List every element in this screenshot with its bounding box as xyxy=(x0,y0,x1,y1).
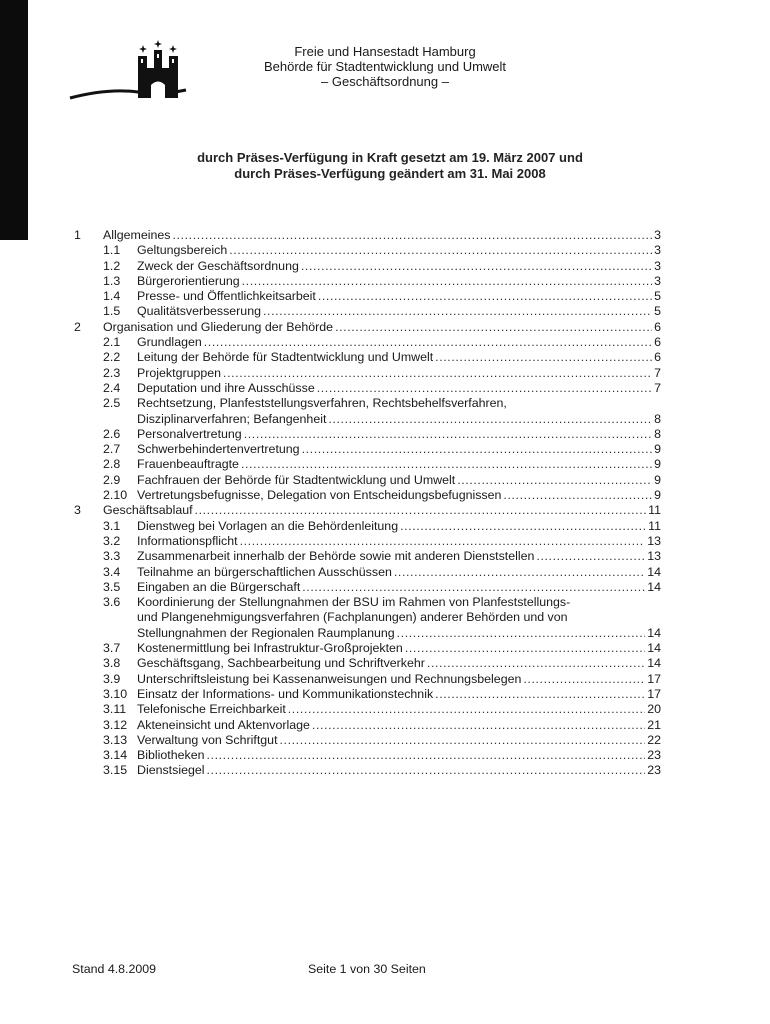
toc-title: Bürgerorientierung xyxy=(137,273,240,288)
validity-statement xyxy=(120,150,660,182)
toc-entry xyxy=(0,534,770,549)
toc-entry-body xyxy=(137,534,661,549)
toc-leader-dots xyxy=(223,366,652,381)
toc-number: 3.13 xyxy=(103,732,128,747)
toc-number: 2.1 xyxy=(103,335,121,350)
toc-leader-dots xyxy=(318,289,652,304)
toc-title-line xyxy=(137,641,661,656)
toc-title: Informationspflicht xyxy=(137,533,238,548)
toc-title: Stellungnahmen der Regionalen Raumplanung xyxy=(137,625,395,640)
toc-entry-body xyxy=(137,488,661,503)
toc-title-line xyxy=(137,534,661,549)
toc-entry xyxy=(0,733,770,748)
toc-leader-dots xyxy=(242,274,652,289)
toc-number: 2.6 xyxy=(103,426,121,441)
toc-page-number: 14 xyxy=(647,625,661,640)
toc-number: 3.8 xyxy=(103,656,121,671)
toc-entry-body xyxy=(137,243,661,258)
toc-entry-body xyxy=(137,381,661,396)
toc-title-line xyxy=(137,412,661,427)
toc-entry-body xyxy=(137,748,661,763)
toc-entry xyxy=(0,457,770,472)
toc-title-line xyxy=(137,381,661,396)
toc-page-number: 21 xyxy=(647,717,661,732)
toc-entry xyxy=(0,519,770,534)
toc-title: Presse- und Öffentlichkeitsarbeit xyxy=(137,289,316,304)
toc-title-line xyxy=(137,259,661,274)
toc-page-number: 3 xyxy=(654,243,661,258)
toc-entry-body xyxy=(103,228,661,243)
toc-entry-body xyxy=(137,595,661,641)
toc-entry-body xyxy=(137,335,661,350)
toc-page-number: 11 xyxy=(648,518,661,533)
toc-page-number: 22 xyxy=(647,732,661,747)
toc-leader-dots xyxy=(536,549,645,564)
toc-leader-dots xyxy=(317,381,652,396)
toc-entry xyxy=(0,304,770,319)
toc-title: Projektgruppen xyxy=(137,365,222,380)
toc-title: Zweck der Geschäftsordnung xyxy=(137,258,299,273)
toc-number: 2.9 xyxy=(103,472,121,487)
toc-leader-dots xyxy=(503,488,652,503)
toc-number: 3.6 xyxy=(103,595,121,610)
toc-title: Vertretungsbefugnisse, Delegation von Entscheidungsbefugnissen xyxy=(137,488,502,503)
toc-number: 2.5 xyxy=(103,396,121,411)
toc-title-line xyxy=(137,656,661,671)
toc-entry-body xyxy=(137,549,661,564)
toc-title: Akteneinsicht und Aktenvorlage xyxy=(137,717,310,732)
toc-title-line xyxy=(137,748,661,763)
toc-title: Organisation und Gliederung der Behörde xyxy=(103,319,334,334)
toc-title-line xyxy=(137,457,661,472)
toc-leader-dots xyxy=(435,350,652,365)
toc-title-line xyxy=(137,427,661,442)
toc-title: Fachfrauen der Behörde für Stadtentwicklung und Umwelt xyxy=(137,472,456,487)
toc-leader-dots xyxy=(405,641,645,656)
toc-leader-dots xyxy=(195,503,647,518)
toc-number: 3.3 xyxy=(103,549,121,564)
toc-title-line xyxy=(137,580,661,595)
toc-page-number: 3 xyxy=(654,228,661,242)
toc-title: Telefonische Erreichbarkeit xyxy=(137,702,286,717)
toc-title-line xyxy=(137,243,661,258)
toc-number: 1.1 xyxy=(103,243,121,258)
toc-leader-dots xyxy=(400,519,646,534)
toc-title-line xyxy=(137,626,661,641)
toc-title-line xyxy=(137,549,661,564)
toc-entry xyxy=(0,366,770,381)
toc-leader-dots xyxy=(229,243,652,258)
toc-entry-body xyxy=(137,259,661,274)
toc-title: Geschäftsablauf xyxy=(103,503,193,518)
toc-entry xyxy=(0,228,770,243)
toc-number: 3.9 xyxy=(103,671,121,686)
toc-page-number: 13 xyxy=(647,533,661,548)
toc-entry xyxy=(0,503,770,518)
toc-leader-dots xyxy=(397,626,646,641)
toc-leader-dots xyxy=(328,412,652,427)
toc-title: Geschäftsgang, Sachbearbeitung und Schriftverkehr xyxy=(137,656,425,671)
header-authority: Behörde für Stadtentwicklung und Umwelt xyxy=(263,59,507,74)
toc-entry-body xyxy=(137,427,661,442)
toc-entry xyxy=(0,396,770,427)
validity-line-2: durch Präses-Verfügung geändert am 31. Mai 2008 xyxy=(234,166,546,181)
toc-leader-dots xyxy=(335,320,652,335)
toc-entry-body xyxy=(137,641,661,656)
toc-entry xyxy=(0,259,770,274)
toc-entry-body xyxy=(137,580,661,595)
toc-entry xyxy=(0,274,770,289)
toc-number: 3.2 xyxy=(103,533,121,548)
toc-page-number: 3 xyxy=(654,258,661,273)
toc-page-number: 23 xyxy=(647,748,661,763)
toc-leader-dots xyxy=(288,702,645,717)
toc-title-line xyxy=(137,488,661,503)
header-city: Freie und Hansestadt Hamburg xyxy=(294,44,476,59)
toc-title-line xyxy=(137,366,661,381)
toc-leader-dots xyxy=(394,565,645,580)
toc-page-number: 23 xyxy=(647,763,661,778)
toc-entry xyxy=(0,473,770,488)
toc-title-line xyxy=(103,503,661,518)
toc-page-number: 3 xyxy=(654,273,661,288)
toc-title-line xyxy=(137,718,661,733)
toc-title: Schwerbehindertenvertretung xyxy=(137,442,300,457)
table-of-contents xyxy=(0,228,770,779)
toc-entry xyxy=(0,289,770,304)
toc-number: 3.7 xyxy=(103,641,121,656)
toc-page-number: 20 xyxy=(647,702,661,717)
toc-number: 3.12 xyxy=(103,717,128,732)
toc-entry-body xyxy=(137,350,661,365)
toc-title: Dienstsiegel xyxy=(137,763,205,778)
toc-title-line xyxy=(137,519,661,534)
toc-number: 3.4 xyxy=(103,564,121,579)
toc-entry-body xyxy=(137,396,661,427)
toc-entry-body xyxy=(137,366,661,381)
toc-number: 3.11 xyxy=(103,702,127,717)
toc-page-number: 17 xyxy=(647,686,661,701)
toc-title-line xyxy=(137,733,661,748)
toc-number: 1.3 xyxy=(103,273,121,288)
toc-title-line xyxy=(137,687,661,702)
toc-title-line: Rechtsetzung, Planfeststellungsverfahren, Rechtsbehelfsverfahren, xyxy=(137,396,507,411)
toc-entry-body xyxy=(137,274,661,289)
toc-entry-body xyxy=(137,702,661,717)
toc-title: Leitung der Behörde für Stadtentwicklung und Umwelt xyxy=(137,350,434,365)
toc-number: 1.2 xyxy=(103,258,121,273)
toc-title-line xyxy=(137,335,661,350)
toc-entry-body xyxy=(137,565,661,580)
toc-number: 2 xyxy=(74,319,81,334)
toc-entry xyxy=(0,381,770,396)
toc-entry xyxy=(0,320,770,335)
toc-entry-body xyxy=(137,656,661,671)
toc-entry-body xyxy=(137,718,661,733)
toc-leader-dots xyxy=(302,580,645,595)
toc-leader-dots xyxy=(302,442,653,457)
toc-number: 2.7 xyxy=(103,442,121,457)
toc-title-line xyxy=(137,473,661,488)
toc-title: Verwaltung von Schriftgut xyxy=(137,732,278,747)
toc-entry xyxy=(0,748,770,763)
toc-title: Grundlagen xyxy=(137,335,202,350)
toc-leader-dots xyxy=(244,427,652,442)
toc-page-number: 13 xyxy=(647,549,661,564)
toc-page-number: 9 xyxy=(654,472,661,487)
toc-title: Unterschriftsleistung bei Kassenanweisungen und Rechnungsbelegen xyxy=(137,671,522,686)
toc-number: 1.5 xyxy=(103,304,121,319)
toc-title-line xyxy=(137,565,661,580)
toc-page-number: 14 xyxy=(647,579,661,594)
toc-page-number: 8 xyxy=(654,426,661,441)
toc-number: 1.4 xyxy=(103,289,121,304)
toc-number: 2.2 xyxy=(103,350,121,365)
toc-leader-dots xyxy=(312,718,645,733)
toc-title: Disziplinarverfahren; Befangenheit xyxy=(137,411,327,426)
toc-page-number: 7 xyxy=(654,365,661,380)
toc-title: Personalvertretung xyxy=(137,426,242,441)
toc-title-line: Koordinierung der Stellungnahmen der BSU im Rahmen von Planfeststellungs- xyxy=(137,595,571,610)
toc-page-number: 6 xyxy=(654,350,661,365)
toc-leader-dots xyxy=(427,656,645,671)
toc-title-line xyxy=(137,304,661,319)
toc-title: Deputation und ihre Ausschüsse xyxy=(137,380,315,395)
toc-title-line xyxy=(137,350,661,365)
toc-title: Bibliotheken xyxy=(137,748,205,763)
toc-page-number: 17 xyxy=(647,671,661,686)
toc-page-number: 14 xyxy=(647,641,661,656)
toc-entry xyxy=(0,687,770,702)
validity-line-1: durch Präses-Verfügung in Kraft gesetzt am 19. März 2007 und xyxy=(197,150,583,165)
toc-leader-dots xyxy=(207,763,646,778)
toc-entry-body xyxy=(137,457,661,472)
toc-title: Kostenermittlung bei Infrastruktur-Großprojekten xyxy=(137,641,403,656)
toc-page-number: 11 xyxy=(648,503,661,518)
toc-title: Allgemeines xyxy=(103,228,171,242)
toc-entry xyxy=(0,702,770,717)
toc-title: Dienstweg bei Vorlagen an die Behördenleitung xyxy=(137,518,399,533)
toc-entry-body xyxy=(137,733,661,748)
toc-entry xyxy=(0,580,770,595)
toc-title-line xyxy=(137,672,661,687)
toc-page-number: 9 xyxy=(654,488,661,503)
toc-entry xyxy=(0,565,770,580)
toc-leader-dots xyxy=(457,473,652,488)
toc-entry-body xyxy=(137,304,661,319)
toc-number: 3.1 xyxy=(103,518,121,533)
toc-entry xyxy=(0,335,770,350)
toc-number: 3.14 xyxy=(103,748,128,763)
toc-number: 3 xyxy=(74,503,81,518)
footer-stand-date: Stand 4.8.2009 xyxy=(72,962,157,976)
toc-entry xyxy=(0,672,770,687)
document-header xyxy=(220,44,550,89)
toc-entry xyxy=(0,641,770,656)
toc-title: Einsatz der Informations- und Kommunikationstechnik xyxy=(137,686,434,701)
toc-number: 2.3 xyxy=(103,365,121,380)
toc-entry-body xyxy=(137,519,661,534)
toc-leader-dots xyxy=(435,687,645,702)
toc-entry-body xyxy=(103,503,661,518)
toc-entry-body xyxy=(137,289,661,304)
toc-title-line xyxy=(137,274,661,289)
toc-title: Geltungsbereich xyxy=(137,243,228,258)
toc-number: 2.4 xyxy=(103,380,121,395)
toc-page-number: 7 xyxy=(654,380,661,395)
toc-title: Frauenbeauftragte xyxy=(137,457,239,472)
toc-entry-body xyxy=(137,442,661,457)
toc-entry xyxy=(0,442,770,457)
toc-entry-body xyxy=(137,763,661,778)
toc-page-number: 9 xyxy=(654,442,661,457)
toc-leader-dots xyxy=(523,672,645,687)
toc-title-line xyxy=(137,702,661,717)
toc-entry xyxy=(0,763,770,778)
toc-entry xyxy=(0,656,770,671)
header-doc-type: – Geschäftsordnung – xyxy=(321,74,449,89)
toc-title: Zusammenarbeit innerhalb der Behörde sowie mit anderen Dienststellen xyxy=(137,549,535,564)
toc-title-line xyxy=(103,228,661,243)
toc-page-number: 6 xyxy=(654,335,661,350)
toc-title-line xyxy=(137,289,661,304)
toc-leader-dots xyxy=(204,335,652,350)
toc-entry-body xyxy=(103,320,661,335)
toc-leader-dots xyxy=(301,259,652,274)
toc-number: 3.15 xyxy=(103,763,128,778)
toc-leader-dots xyxy=(241,457,652,472)
toc-title: Eingaben an die Bürgerschaft xyxy=(137,579,301,594)
toc-entry xyxy=(0,718,770,733)
hamburg-castle-logo xyxy=(68,40,188,110)
toc-title-line xyxy=(103,320,661,335)
toc-page-number: 9 xyxy=(654,457,661,472)
toc-page-number: 14 xyxy=(647,656,661,671)
toc-entry xyxy=(0,350,770,365)
toc-page-number: 14 xyxy=(647,564,661,579)
toc-number: 2.8 xyxy=(103,457,121,472)
toc-number: 1 xyxy=(74,228,81,242)
toc-entry xyxy=(0,488,770,503)
toc-leader-dots xyxy=(240,534,646,549)
toc-leader-dots xyxy=(173,228,653,243)
toc-leader-dots xyxy=(207,748,646,763)
toc-entry xyxy=(0,595,770,641)
toc-entry-body xyxy=(137,687,661,702)
toc-number: 3.5 xyxy=(103,579,121,594)
toc-entry-body xyxy=(137,473,661,488)
toc-title-line xyxy=(137,442,661,457)
toc-entry xyxy=(0,427,770,442)
toc-title: Qualitätsverbesserung xyxy=(137,304,261,319)
toc-entry xyxy=(0,549,770,564)
toc-title-line: und Plangenehmigungsverfahren (Fachplanungen) anderer Behörden und von xyxy=(137,610,568,625)
footer-page-number: Seite 1 von 30 Seiten xyxy=(308,962,426,976)
toc-number: 2.10 xyxy=(103,488,128,503)
toc-page-number: 6 xyxy=(654,319,661,334)
toc-entry xyxy=(0,243,770,258)
toc-leader-dots xyxy=(280,733,646,748)
toc-entry-body xyxy=(137,672,661,687)
toc-page-number: 5 xyxy=(654,304,661,319)
toc-page-number: 8 xyxy=(654,411,661,426)
toc-title: Teilnahme an bürgerschaftlichen Ausschüssen xyxy=(137,564,392,579)
scan-margin-bar xyxy=(0,0,28,240)
toc-leader-dots xyxy=(263,304,652,319)
toc-page-number: 5 xyxy=(654,289,661,304)
toc-number: 3.10 xyxy=(103,686,128,701)
toc-title-line xyxy=(137,763,661,778)
